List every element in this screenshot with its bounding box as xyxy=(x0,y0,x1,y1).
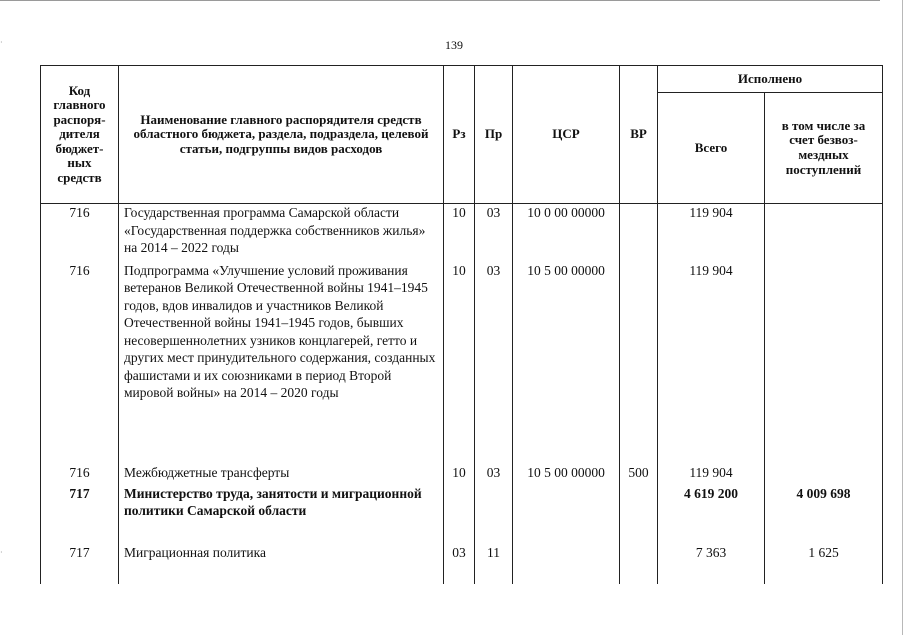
page-right-border xyxy=(902,0,903,635)
cell-name: Государственная программа Самарской области «Государственная поддержка собственников жилья» на 2014 – 2022 годы xyxy=(119,204,444,262)
cell-code: 717 xyxy=(41,544,119,584)
table-row xyxy=(41,464,883,485)
cell-total: 7 363 xyxy=(658,544,765,584)
header-pr: Пр xyxy=(475,66,513,204)
cell-code: 717 xyxy=(41,485,119,544)
cell-free xyxy=(765,204,883,262)
cell-rz: 03 xyxy=(444,544,475,584)
table-row xyxy=(41,204,883,262)
header-name: Наименование главного распорядителя средств областного бюджета, раздела, подраздела, целевой статьи, подгруппы видов расходов xyxy=(119,66,444,204)
header-vr: ВР xyxy=(620,66,658,204)
cell-pr: 11 xyxy=(475,544,513,584)
page-top-border xyxy=(0,0,880,1)
cell-csr: 10 0 00 00000 xyxy=(513,204,620,262)
cell-rz: 10 xyxy=(444,204,475,262)
cell-total: 4 619 200 xyxy=(658,485,765,544)
cell-vr: 500 xyxy=(620,464,658,485)
table-row xyxy=(41,485,883,544)
cell-free xyxy=(765,262,883,464)
header-free: в том числе за счет безвоз- мездных поступлений xyxy=(765,93,883,204)
scan-mark: · xyxy=(0,548,3,557)
cell-free: 4 009 698 xyxy=(765,485,883,544)
cell-rz: 10 xyxy=(444,464,475,485)
cell-vr xyxy=(620,204,658,262)
header-executed: Исполнено xyxy=(658,66,883,93)
page-number: 139 xyxy=(445,38,463,52)
header-code: Код главного распоря- дителя бюджет- ных средств xyxy=(41,66,119,204)
cell-name: Министерство труда, занятости и миграционной политики Самарской области xyxy=(119,485,444,544)
cell-pr xyxy=(475,485,513,544)
header-csr: ЦСР xyxy=(513,66,620,204)
cell-free: 1 625 xyxy=(765,544,883,584)
cell-vr xyxy=(620,544,658,584)
table-row xyxy=(41,544,883,584)
cell-csr xyxy=(513,485,620,544)
cell-vr xyxy=(620,485,658,544)
cell-free xyxy=(765,464,883,485)
cell-rz: 10 xyxy=(444,262,475,464)
cell-total: 119 904 xyxy=(658,262,765,464)
budget-table xyxy=(40,65,883,584)
cell-pr: 03 xyxy=(475,464,513,485)
cell-vr xyxy=(620,262,658,464)
scan-mark: · xyxy=(0,38,3,47)
header-total: Всего xyxy=(658,93,765,204)
cell-code: 716 xyxy=(41,464,119,485)
cell-code: 716 xyxy=(41,204,119,262)
cell-rz xyxy=(444,485,475,544)
cell-csr: 10 5 00 00000 xyxy=(513,464,620,485)
cell-name: Подпрограмма «Улучшение условий проживания ветеранов Великой Отечественной войны 1941–1945 годов, вдов инвалидов и участников Великой Отечественной войны 1941–1945 годов, бывших несовершеннолетних узников концлагерей, гетто и других мест принудительного содержания, созданных фашистами и их союзниками в период Второй мировой войны» на 2014 – 2020 годы xyxy=(119,262,444,464)
cell-name: Межбюджетные трансферты xyxy=(119,464,444,485)
cell-code: 716 xyxy=(41,262,119,464)
cell-total: 119 904 xyxy=(658,464,765,485)
cell-csr: 10 5 00 00000 xyxy=(513,262,620,464)
cell-pr: 03 xyxy=(475,262,513,464)
table-row xyxy=(41,262,883,464)
cell-name: Миграционная политика xyxy=(119,544,444,584)
header-rz: Рз xyxy=(444,66,475,204)
cell-pr: 03 xyxy=(475,204,513,262)
cell-csr xyxy=(513,544,620,584)
cell-total: 119 904 xyxy=(658,204,765,262)
